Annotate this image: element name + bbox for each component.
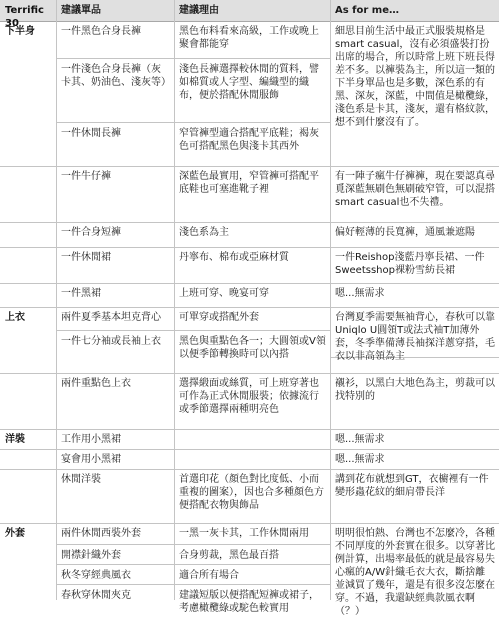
header-category: Terrific 30 <box>5 5 44 29</box>
table-row <box>0 284 499 308</box>
table-row <box>0 332 499 374</box>
note-cell: 明明很怕熱、台灣也不怎麼冷，各種不同厚度的外套實在很多。以穿著比例計算，出場率最低的就是最容易失心瘋的A/W針織毛衣大衣，斷捨離並減買了幾年，還是有很多沒怎麼在穿。不過，我還缺經典款風衣啊（？） <box>335 528 495 617</box>
reason-cell: 淺色系為主 <box>179 227 229 238</box>
category-label <box>0 167 56 222</box>
category-label: 洋裝 <box>5 434 25 445</box>
column-divider <box>56 0 57 600</box>
reason-cell <box>174 450 330 469</box>
category-label <box>0 60 56 123</box>
item-cell: 一件七分袖或長袖上衣 <box>61 336 161 347</box>
reason-cell: 可單穿或搭配外套 <box>174 308 330 331</box>
table-row <box>0 248 499 284</box>
reason-cell: 淺色長褲選擇較休閒的質料，譬如棉質或人字型、編織型的織布，便於搭配休閒服飾 <box>174 60 330 123</box>
category-label: 外套 <box>5 528 25 539</box>
header-note: As for me… <box>335 5 400 16</box>
item-cell: 工作用小黑裙 <box>61 434 121 445</box>
table-row <box>0 566 499 586</box>
table-row <box>0 60 499 124</box>
reason-cell: 選擇緞面或絲質，可上班穿著也可作為正式休閒服裝；依據流行或季節選擇兩種明亮色 <box>179 378 319 415</box>
table-row <box>0 223 499 248</box>
table-row <box>0 374 499 430</box>
reason-cell: 深藍色最實用，窄管褲可搭配平底鞋也可塞進靴子裡 <box>179 171 319 195</box>
note-cell: 台灣夏季需要無袖背心，春秋可以靠Uniqlo U圓領T或法式袖T加薄外套，冬季準備薄長袖探洋蔥穿搭，毛衣以非高領為主 <box>330 308 499 358</box>
category-label <box>0 566 56 585</box>
note-cell: 一件Reishop淺藍丹寧長裙、一件Sweetsshop裸粉雪紡長裙 <box>335 252 485 276</box>
reason-cell: 丹寧布、棉布或亞麻材質 <box>179 252 289 263</box>
table-row <box>0 450 499 470</box>
item-cell: 一件合身短褲 <box>61 227 121 238</box>
item-cell: 兩件休閒西裝外套 <box>56 524 174 545</box>
note-cell: 嗯...無需求 <box>335 288 385 299</box>
item-cell: 一件休閒長褲 <box>61 128 121 139</box>
item-cell: 一件淺色合身長褲（灰卡其、奶油色、淺灰等） <box>56 60 174 123</box>
table-row <box>0 124 499 167</box>
reason-cell: 一黑一灰卡其，工作休閒兩用 <box>174 524 330 545</box>
note-cell: 細思目前生活中最正式服裝規格是smart casual，沒有必須盛裝打扮出席的場合，所以時常上班下班長得差不多。以褲裝為主，所以這一類的下半身單品也是多數，深色系的有黑、深灰，深藍，中間值是橄欖綠，淺色系是卡其，淺灰，還有格紋款，想不到什麼沒有了。 <box>335 26 495 128</box>
table-row <box>0 430 499 450</box>
header-item: 建議單品 <box>61 5 101 16</box>
item-cell: 宴會用小黑裙 <box>61 454 121 465</box>
category-label <box>0 374 56 429</box>
item-cell: 一件休閒裙 <box>61 252 111 263</box>
item-cell: 一件黑裙 <box>61 288 101 299</box>
category-label <box>0 284 56 307</box>
category-label <box>0 546 56 565</box>
category-label <box>0 450 56 469</box>
item-cell: 兩件重點色上衣 <box>61 378 131 389</box>
header-reason: 建議理由 <box>179 5 219 16</box>
note-cell: 襯衫，以黑白大地色為主，剪裁可以找特別的 <box>335 378 495 402</box>
category-label <box>0 332 56 373</box>
category-label <box>0 470 56 523</box>
category-label: 下半身 <box>5 26 35 37</box>
table-row <box>0 586 499 614</box>
reason-cell <box>174 430 330 449</box>
column-divider <box>174 0 175 600</box>
category-label <box>0 248 56 283</box>
note-cell: 嗯...無需求 <box>335 434 385 445</box>
table-header <box>0 0 499 29</box>
reason-cell: 窄管褲型適合搭配平底鞋；褐灰色可搭配黑色與淺卡其西外 <box>179 128 319 152</box>
category-label: 上衣 <box>5 312 25 323</box>
note-cell: 嗯...無需求 <box>335 454 385 465</box>
item-cell: 兩件夏季基本坦克背心 <box>56 308 174 331</box>
category-label <box>0 586 56 599</box>
item-cell: 一件牛仔褲 <box>61 171 111 182</box>
table-row <box>0 470 499 524</box>
column-divider <box>330 0 331 600</box>
item-cell: 一件黑色合身長褲 <box>56 22 174 59</box>
reason-cell: 首選印花（顏色對比度低、小而重複的圖案），因也合多種顏色方便搭配衣物與飾品 <box>179 474 324 511</box>
reason-cell: 上班可穿、晚宴可穿 <box>179 288 269 299</box>
item-cell: 春秋穿休閒夾克 <box>61 590 131 601</box>
item-cell: 休閒洋裝 <box>61 474 101 485</box>
category-label <box>0 124 56 166</box>
category-label <box>0 223 56 247</box>
reason-cell: 黑色布料看來高級，工作或晚上聚會都能穿 <box>174 22 330 59</box>
table-row <box>0 546 499 566</box>
note-cell: 有一陣子瘋牛仔褲褲，現在要認真尋覓深藍無刷色無刷破窄管，可以混搭smart casual也不失禮。 <box>335 171 495 208</box>
reason-cell: 合身剪裁，黑色最百搭 <box>174 546 330 565</box>
reason-cell: 適合所有場合 <box>174 566 330 585</box>
note-cell: 偏好輕薄的長寬褲，通風兼遮陽 <box>335 227 475 238</box>
note-cell: 講到花布就想到GT，衣櫥裡有一件變形蟲花紋的細肩帶長洋 <box>335 474 489 498</box>
reason-cell: 黑色與重點色各一；大圓領或V領以便季節轉換時可以內搭 <box>179 336 326 360</box>
item-cell: 秋冬穿經典風衣 <box>56 566 174 585</box>
table-row <box>0 167 499 223</box>
reason-cell: 建議短版以便搭配短褲或裙子，考慮橄欖綠或駝色較實用 <box>179 590 319 614</box>
item-cell: 開襟針織外套 <box>56 546 174 565</box>
